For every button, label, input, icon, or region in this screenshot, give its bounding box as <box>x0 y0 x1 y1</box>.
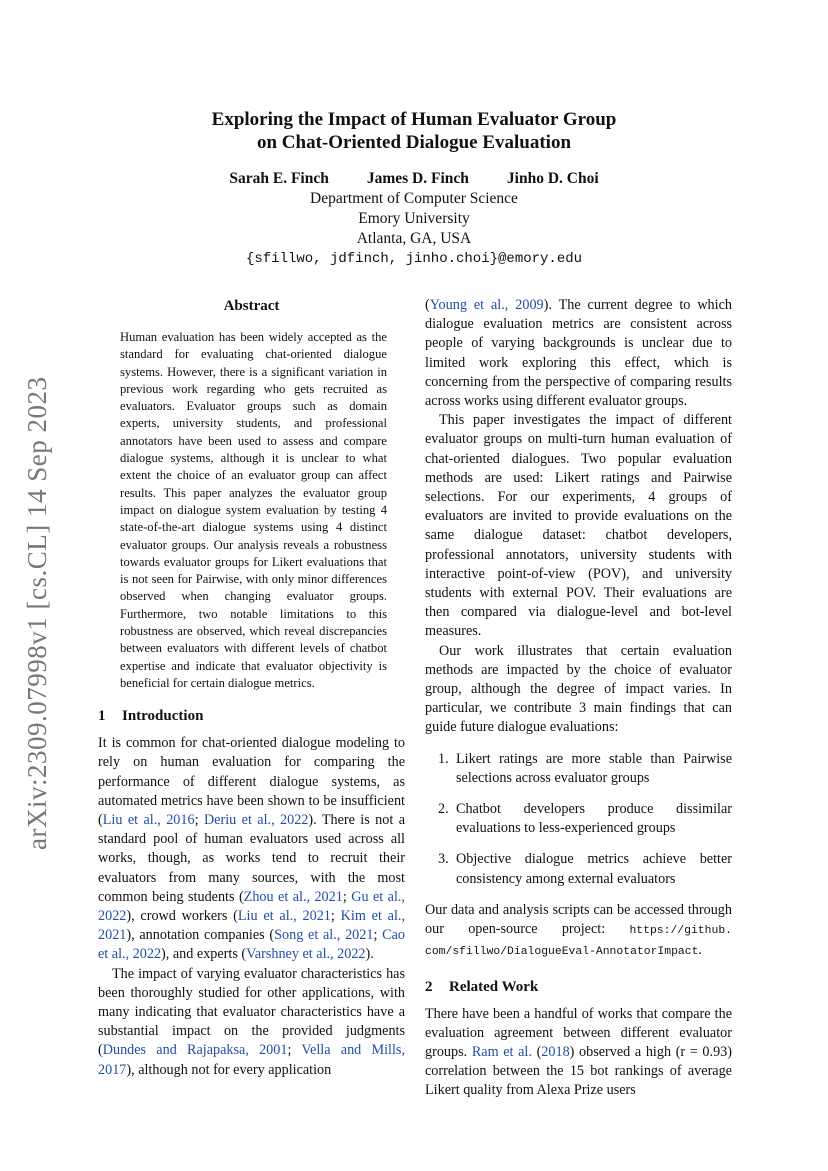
text-run: ), crowd workers ( <box>126 908 238 925</box>
url-part: https://github. <box>629 925 732 938</box>
citation-link[interactable]: Dundes and Rajapaksa, 2001 <box>102 1042 288 1059</box>
citation-link[interactable]: Young et al., 2009 <box>429 297 544 313</box>
text-run: . <box>698 942 702 959</box>
code-availability-paragraph <box>425 901 732 963</box>
text-run: ( <box>425 297 430 313</box>
list-item <box>425 750 732 788</box>
citation-link[interactable]: Zhou et al., 2021 <box>243 888 343 905</box>
text-run: ( <box>531 1043 542 1060</box>
paper-title <box>100 108 728 154</box>
affiliation-location: Atlanta, GA, USA <box>356 230 472 247</box>
findings-list <box>425 750 732 889</box>
abstract-text: Human evaluation has been widely accepted as the standard for evaluating chat-oriented dialogue systems. However, there is a significant variation in previous work regarding who gets recruited as evaluators. Evaluator groups such as domain experts, university students, and professional annotators have been used to assess and compare dialogue systems, although it is unclear to what extent the choice of an evaluator group can affect results. This paper analyzes the evaluator group impact on dialogue system evaluation by testing 4 state-of-the-art dialogue systems using 4 distinct evaluator groups. Our analysis reveals a robustness towards evaluator groups for Likert evaluations that is not seen for Pairwise, with only minor differences observed when changing evaluator groups. Furthermore, two notable limitations to this robustness are observed, which reveal discrepancies between evaluators with different levels of chatbot expertise and indicate that evaluator objectivity is beneficial for certain dialogue metrics. <box>120 330 387 690</box>
text-run: ; <box>287 1042 302 1059</box>
text-run: ; <box>342 888 352 905</box>
section-number: 1 <box>98 708 106 725</box>
author-names <box>100 169 728 189</box>
left-column <box>98 296 405 1080</box>
intro-paragraph-3: This paper investigates the impact of different evaluator groups on multi-turn human evaluation of chat-oriented dialogues. Two popular evaluation methods are used: Likert ratings and Pairwise selections. For our experiments, 4 groups of evaluators are invited to provide evaluations on the same dialogue dataset: chatbot developers, professional annotators, university students with interactive point-of-view (POV), and university students with external POV. Their evaluations are then compared via dialogue-level and bot-level measures. <box>425 412 732 640</box>
text-run: ; <box>373 927 383 944</box>
author-block <box>100 169 728 269</box>
section-title: Related Work <box>449 978 539 995</box>
list-number: 2. <box>438 801 449 818</box>
intro-paragraph-2 <box>98 965 405 1080</box>
text-run: It is common for chat-oriented dialogue modeling to rely on human evaluation for comparing the performance of different dialogue systems, as automated metrics have been shown to be insufficient ( <box>98 735 405 829</box>
citation-link[interactable]: Liu et al., 2021 <box>237 908 331 925</box>
text-run: The impact of varying evaluator characteristics has been thoroughly studied for other applications, with many indicating that evaluator characteristics have a substantial impact on the provided judgments ( <box>98 965 405 1059</box>
finding-text: Chatbot developers produce dissimilar evaluations to less-experienced groups <box>456 801 732 837</box>
citation-link[interactable]: Song et al., 2021 <box>274 927 374 944</box>
list-number: 3. <box>438 851 449 868</box>
section-number: 2 <box>425 978 433 995</box>
title-line-2: on Chat-Oriented Dialogue Evaluation <box>256 132 572 153</box>
section-heading-related-work <box>425 977 732 997</box>
list-item <box>425 850 732 888</box>
citation-link[interactable]: Kim et al., 2021 <box>98 908 406 944</box>
citation-link[interactable]: Ram et al. <box>471 1043 532 1060</box>
text-run: ), and experts ( <box>161 946 247 963</box>
arxiv-identifier-stamp: arXiv:2309.07998v1 [cs.CL] 14 Sep 2023 <box>22 376 52 850</box>
finding-text: Objective dialogue metrics achieve better consistency among external evaluators <box>456 851 732 887</box>
section-title: Introduction <box>122 708 204 725</box>
finding-text: Likert ratings are more stable than Pairwise selections across evaluator groups <box>456 750 732 786</box>
text-run: ). <box>365 946 374 963</box>
citation-link[interactable]: Cao et al., 2022 <box>98 927 406 963</box>
text-run: There have been a handful of works that compare the evaluation agreement between different evaluator groups. <box>425 1005 732 1060</box>
citation-link[interactable]: Vella and Mills, 2017 <box>98 1042 405 1078</box>
author-name: Jinho D. Choi <box>506 170 599 187</box>
citation-link[interactable]: 2018 <box>541 1043 570 1060</box>
title-line-1: Exploring the Impact of Human Evaluator Group <box>211 109 617 130</box>
url-part: com/sfillwo/DialogueEval-AnnotatorImpact <box>425 946 699 959</box>
author-name: James D. Finch <box>366 170 469 187</box>
text-run: ; <box>330 908 341 925</box>
text-run: ; <box>194 812 204 829</box>
citation-link[interactable]: Varshney et al., 2022 <box>246 946 366 963</box>
list-item <box>425 800 732 838</box>
intro-paragraph-continued <box>425 296 732 411</box>
citation-link[interactable]: Liu et al., 2016 <box>102 812 195 829</box>
author-emails: {sfillwo, jdfinch, jinho.choi}@emory.edu <box>245 251 583 267</box>
text-run: ) observed a high (r = 0.93) correlation between the 15 bot rankings of average Likert quality from Alexa Prize users <box>425 1043 732 1099</box>
section-heading-introduction <box>98 706 405 726</box>
text-run: Our data and analysis scripts can be accessed through our open-source project: <box>425 901 732 938</box>
abstract-heading: Abstract <box>223 298 280 314</box>
text-run: ), although not for every application <box>126 1061 332 1078</box>
related-work-paragraph-1 <box>425 1005 732 1101</box>
citation-link[interactable]: Gu et al., 2022 <box>98 888 405 925</box>
affiliation-department: Department of Computer Science <box>310 190 518 207</box>
list-number: 1. <box>438 750 449 767</box>
text-run: ). The current degree to which dialogue evaluation metrics are consistent across people of varying backgrounds is unclear due to limited work exploring this effect, which is concerning from the perspective of comparing results across works using different evaluator groups. <box>425 297 732 410</box>
text-run: ). There is not a standard pool of human evaluators used across all works, though, as works tend to recruit their evaluators from many sources, with the most common being students ( <box>98 812 405 905</box>
affiliation-university: Emory University <box>358 210 470 227</box>
text-run: ), annotation companies ( <box>126 927 275 944</box>
citation-link[interactable]: Deriu et al., 2022 <box>203 812 309 829</box>
intro-paragraph-4: Our work illustrates that certain evaluation methods are impacted by the choice of evaluator group, although the degree of impact varies. In particular, we contribute 3 main findings that can guide future dialogue evaluations: <box>425 642 732 736</box>
right-column <box>425 296 732 1101</box>
author-name: Sarah E. Finch <box>229 170 329 187</box>
intro-paragraph-1 <box>98 734 405 964</box>
